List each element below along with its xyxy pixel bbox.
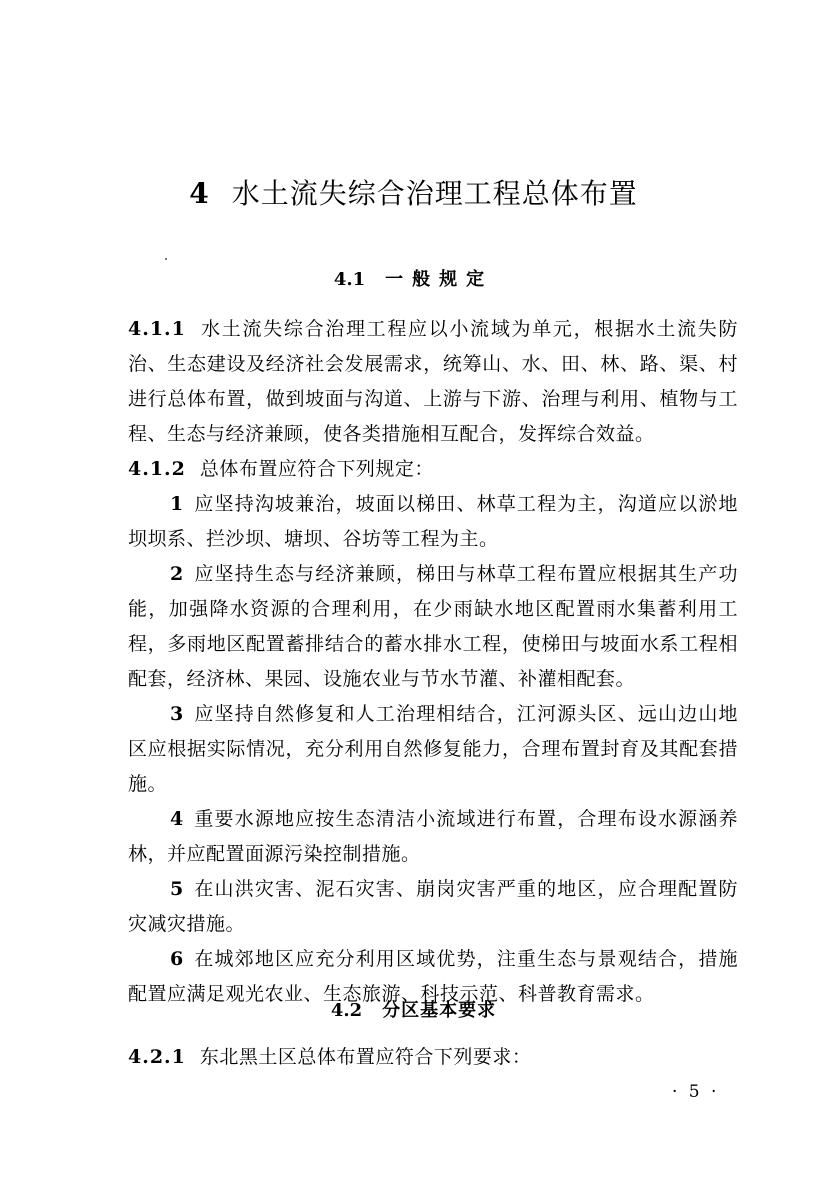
item-text: 应坚持沟坡兼治，坡面以梯田、林草工程为主，沟道应以淤地坝坝系、拦沙坝、塘坝、谷坊等工程为主。 bbox=[128, 493, 738, 550]
scan-speck bbox=[165, 258, 167, 260]
chapter-number: 4 bbox=[189, 177, 210, 210]
list-item bbox=[128, 557, 738, 697]
section-4-2-heading bbox=[0, 997, 827, 1025]
list-item bbox=[128, 802, 738, 872]
clause-number: 4.1.2 bbox=[128, 458, 186, 480]
list-item bbox=[128, 697, 738, 802]
list-item bbox=[128, 487, 738, 557]
item-number: 6 bbox=[170, 948, 184, 970]
item-number: 4 bbox=[170, 808, 184, 830]
chapter-title-text: 水土流失综合治理工程总体布置 bbox=[231, 177, 638, 210]
list-item bbox=[128, 872, 738, 942]
clause-number: 4.1.1 bbox=[128, 318, 186, 340]
item-number: 5 bbox=[170, 878, 184, 900]
clause-4-1-1 bbox=[128, 312, 738, 452]
clause-4-2-1 bbox=[128, 1040, 738, 1075]
item-text: 应坚持生态与经济兼顾，梯田与林草工程布置应根据其生产功能，加强降水资源的合理利用，在少雨缺水地区配置雨水集蓄利用工程，多雨地区配置蓄排结合的蓄水排水工程，使梯田与坡面水系工程相配套，经济林、果园、设施农业与节水节灌、补灌相配套。 bbox=[128, 563, 738, 690]
item-number: 1 bbox=[170, 493, 184, 515]
item-text: 在山洪灾害、泥石灾害、崩岗灾害严重的地区，应合理配置防灾减灾措施。 bbox=[128, 878, 738, 935]
item-text: 重要水源地应按生态清洁小流域进行布置，合理布设水源涵养林，并应配置面源污染控制措施。 bbox=[128, 808, 738, 865]
clause-number: 4.2.1 bbox=[128, 1046, 186, 1068]
clause-text: 总体布置应符合下列规定： bbox=[199, 458, 434, 480]
item-text: 应坚持自然修复和人工治理相结合，江河源头区、远山边山地区应根据实际情况，充分利用自然修复能力，合理布置封育及其配套措施。 bbox=[128, 703, 738, 795]
chapter-title bbox=[0, 172, 827, 216]
section-number: 4.1 bbox=[333, 269, 366, 290]
item-text: 在城郊地区应充分利用区域优势，注重生态与景观结合，措施配置应满足观光农业、生态旅游、科技示范、科普教育需求。 bbox=[128, 948, 738, 1005]
item-number: 2 bbox=[170, 563, 184, 585]
section-number: 4.2 bbox=[330, 1000, 363, 1021]
section-title-text: 分区基本要求 bbox=[382, 1000, 497, 1021]
clause-text: 水土流失综合治理工程应以小流域为单元，根据水土流失防治、生态建设及经济社会发展需求，统筹山、水、田、林、路、渠、村进行总体布置，做到坡面与沟道、上游与下游、治理与利用、植物与工程、生态与经济兼顾，使各类措施相互配合，发挥综合效益。 bbox=[128, 318, 738, 445]
clause-4-1-2 bbox=[128, 452, 738, 487]
clause-text: 东北黑土区总体布置应符合下列要求： bbox=[199, 1046, 532, 1068]
section-4-1-heading bbox=[0, 266, 827, 294]
page-number: · 5 · bbox=[672, 1082, 720, 1102]
item-number: 3 bbox=[170, 703, 184, 725]
section-title-text: 一般规定 bbox=[385, 269, 494, 290]
